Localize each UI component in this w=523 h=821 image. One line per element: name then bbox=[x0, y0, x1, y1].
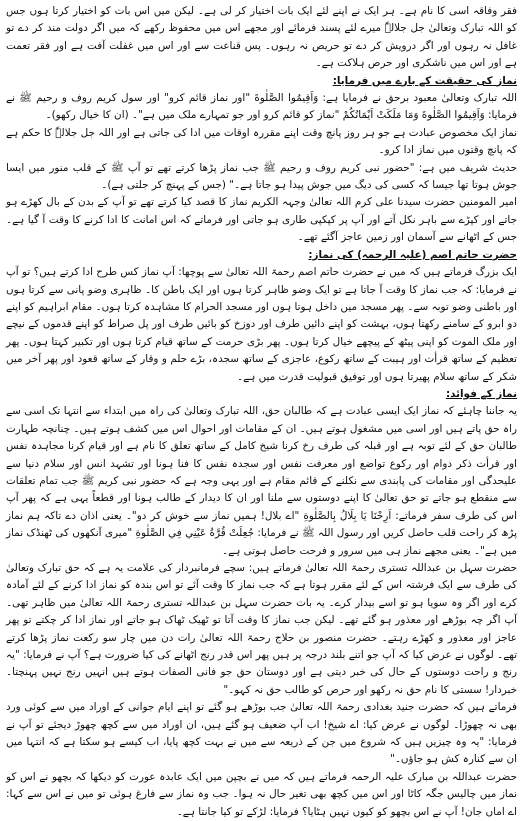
fawaid-paragraph: یہ جاننا چاہئے کہ نماز ایک ایسی عبادت ہے کہ طالبان حق، اللہ تبارک وتعالیٰ کی راہ میں ابتداء سے انتہا تک اسی سے راہ حق پاتے ہیں اور اسی میں مشغول ہوتے ہیں۔ ان کے مقامات اور احوال اس میں کشف ہوتے ہیں۔ چنانچہ طہارت طالبان حق کے لئے توبہ ہے اور قبلہ کی طرف رخ کرنا شیخ کامل کے ساتھ تعلق کا نام ہے اور قیام کرنا مجاہدہ نفس اور قرأت ذکر دوام اور رکوع تواضع اور معرفت نفس اور سجدہ نفس کا فنا ہونا اور تشہد انس اور سلام دنیا سے علیحدگی اور مقامات کی پابندی سے نکلنے کے قائم مقام ہے اور یہی وجہ ہے کہ حضور نبی کریم ﷺ جب تمام تعلقات سے منقطع ہو جاتے تو حق تعالیٰ کا اپنے دوستوں سے ملنا اور ان کا دیدار کے طالب ہونا اور قطعاً یہی ہے کہ پھر آپ اس کی طرف سفر فرماتے: اَرِحْنَا يَا بِلَالُ بِالصَّلٰوةِ "اے بلال! ہمیں نماز سے خوش کر دو"۔ یعنی اذان دے تاکہ ہم نماز پڑھ کر راحت قلب حاصل کریں اور رسول اللہ ﷺ نے فرمایا: جُعِلَتْ قُرَّةُ عَيْنِي فِي الصَّلٰوةِ "میری آنکھوں کی ٹھنڈک نماز میں ہے"۔ یعنی مجھے نماز ہی میں سرور و فرحت حاصل ہوتی ہے۔ bbox=[6, 405, 517, 557]
quran-hadith-paragraph: اللہ تبارک وتعالیٰ معبود برحق نے فرمایا ہے: وَاَقِيمُوا الصَّلٰوةَ "اور نماز قائم کرو" اور سول کریم روف و رحیم ﷺ نے فرمایا: وَاَقِيمُوا الصَّلٰوةَ وَمَا مَلَكَتْ اَيْمَانُكُمْ "نماز کو قائم کرو اور جو تمہارے ملک میں ہے"۔ (ان کا خیال رکھو)۔ bbox=[6, 92, 517, 122]
section-heading-namaz-haqeeqat: نماز کی حقیقت کے بارے میں فرمایا: bbox=[332, 74, 517, 87]
sahl-tustari-paragraph: حضرت سہل بن عبداللہ تستری رحمۃ اللہ تعالیٰ فرماتے ہیں: سچے فرمانبردار کی علامت یہ ہے کہ حق تبارک وتعالیٰ کی طرف سے ایک فرشتہ اس کے لئے مقرر ہوتا ہے کہ جب نماز کا وقت آئے تو اس بندہ کو نماز ادا کرنے کے لئے آمادہ کرے اور اگر وہ سویا ہو تو اسے بیدار کرے۔ یہ بات حضرت سہل بن عبداللہ تستری رحمۃ اللہ تعالیٰ میں ظاہر تھی۔ آپ اگر چہ بوڑھے اور معذور ہو گئے تھے۔ لیکن جب نماز کا وقت آتا تو ٹھیک ٹھاک ہو جاتے اور نماز ادا کر چکتے تو پھر عاجز اور معذور و کھڑے رہتے۔ حضرت منصور بن حلاج رحمۃ اللہ تعالیٰ رات دن میں چار سو رکعت نماز پڑھا کرتے تھے۔ لوگوں نے عرض کیا کہ آپ جو اتنے بلند درجہ پر ہیں پھر اس قدر رنج اٹھانے کی کیا ضرورت ہے؟ آپ نے فرمایا: "یہ رنج و راحت دوستوں کے حال کی خبر دیتی ہے اور دوستان حق جو فانی الصفات ہوتے ہیں انہیں رنج نہیں پہنچتا۔ خبردار! سستی کا نام حق نہ رکھو اور حرص کو طالب حق نہ کہو۔" bbox=[6, 562, 517, 696]
hadith-paragraph: حدیث شریف میں ہے: "حضور نبی کریم روف و رحیم ﷺ جب نماز پڑھا کرتے تھے تو آپ ﷺ کے قلب منور میں ایسا جوش ہوتا تھا جیسا کہ کسی کی دیگ میں جوش پیدا ہو جاتا ہے۔" (جس کے پہنچ کر جلتی ہے)۔ bbox=[6, 161, 517, 192]
section-heading-hatim-asam: حضرت حاتم اصم (علیہ الرحمہ) کی نماز: bbox=[308, 248, 517, 261]
namaz-definition-paragraph: نماز ایک مخصوص عبادت ہے جو ہر روز پانچ وقت اپنے مقررہ اوقات میں ادا کی جاتی ہے اور اللہ جل جلالہٗ کا حکم ہے کہ پانچ وقتوں میں نماز ادا کرو۔ bbox=[6, 126, 517, 157]
intro-paragraph: فقر وفاقہ اسی کا نام ہے۔ ہر ایک نے اپنے لئے ایک بات اختیار کر لی ہے۔ لیکن میں اس بات کو اختیار کرتا ہوں جس کو اللہ تبارک وتعالیٰ جل جلالہٗ میرے لئے پسند فرمائے اور مجھے اس میں محفوظ رکھے کہ میں اگر دولت مند کر دے تو غافل نہ رہوں اور اگر درویش کر دے تو حریص نہ رہوں۔ پس قناعت سے اور اس میں غفلت آفت ہے اور فقر تعمت ہے اور اس میں ناشکری اور حرص ہلاکت ہے۔ bbox=[6, 5, 517, 70]
junaid-baghdadi-paragraph: فرماتے ہیں کہ حضرت جنید بغدادی رحمۃ اللہ تعالیٰ جب بوڑھے ہو گئے تو اپنے ایام جوانی کے اوراد میں سے کوئی ورد بھی نہ چھوڑا۔ لوگوں نے عرض کیا: اے شیخ! اب آپ ضعیف ہو گئے ہیں، ان اوراد میں سے کچھ چھوڑ دیجئے تو آپ نے فرمایا: "یہ وہ چیزیں ہیں کہ شروع میں جن کے ذریعہ سے میں نے بہت کچھ پایا، اب کیسے ہو سکتا ہے کہ انتہا میں ان سے کنارہ کش ہو جاؤں۔" bbox=[6, 701, 517, 766]
hazrat-ali-paragraph: امیر المومنین حضرت سیدنا علی کرم اللہ تعالیٰ وجہہ الکریم نماز کا قصد کیا کرتے تھے تو آپ کے بدن کے بال کھڑے ہو جاتے اور کپڑے سے باہر نکل آتے اور آپ پر کپکپی طاری ہو جاتی اور فرماتے کہ اس امانت کا ادا کرنے کا وقت آ گیا ہے۔ جس کے اٹھانے سے آسمان اور زمین عاجز آگئے تھے۔ bbox=[6, 196, 517, 244]
hatim-asam-paragraph: ایک بزرگ فرماتے ہیں کہ میں نے حضرت حاتم اصم رحمۃ اللہ تعالیٰ سے پوچھا: آپ نماز کس طرح ادا کرتے ہیں؟ تو آپ نے فرمایا: کہ جب نماز کا وقت آ جاتا ہے تو ایک وضو ظاہر کرتا ہوں اور ایک باطن کا۔ ظاہری وضو پانی سے کرتا ہوں اور باطنی وضو توبہ سے۔ پھر مسجد میں داخل ہوتا ہوں اور مسجد الحرام کا مشاہدہ کرتا ہوں۔ مقام ابراہیم کو اپنے دو ابرو کے سامنے رکھتا ہوں، بہشت کو اپنے دائیں طرف اور دوزخ کو بائیں طرف اور پل صراط کو اپنے قدموں کے نیچے اور ملک الموت کو اپنی پیٹھ کے پیچھے خیال کرتا ہوں۔ پھر بڑی حرمت کے ساتھ قیام کرتا ہوں اور تکبیر کہتا ہوں۔ پھر تعظیم کے ساتھ قرأت اور ہیبت کے ساتھ رکوع، عاجزی کے ساتھ سجدہ، بڑے حلم و وقار کے ساتھ قعود اور پھر آخر میں شکر کے ساتھ سلام پھیرتا ہوں اور توفیق قبولیت قدرت میں ہے۔ bbox=[6, 266, 517, 383]
abdullah-mubarak-paragraph: حضرت عبداللہ بن مبارک علیہ الرحمہ فرماتے ہیں کہ میں نے بچپن میں ایک عابدہ عورت کو دیکھا کہ بچھو نے اس کو نماز میں چالیس جگہ کاٹا اور اس میں کچھ بھی تغیر حال نہ ہوا۔ جب وہ نماز سے فارغ ہوئی تو میں نے اس سے کہا: اے اماں جان! آپ نے اس بچھو کو کیوں نہیں ہٹایا؟ فرمایا: لڑکے تو کیا جانتا ہے۔ bbox=[6, 770, 517, 818]
section-heading-namaz-fawaid: نماز کے فوائد: bbox=[445, 387, 517, 400]
